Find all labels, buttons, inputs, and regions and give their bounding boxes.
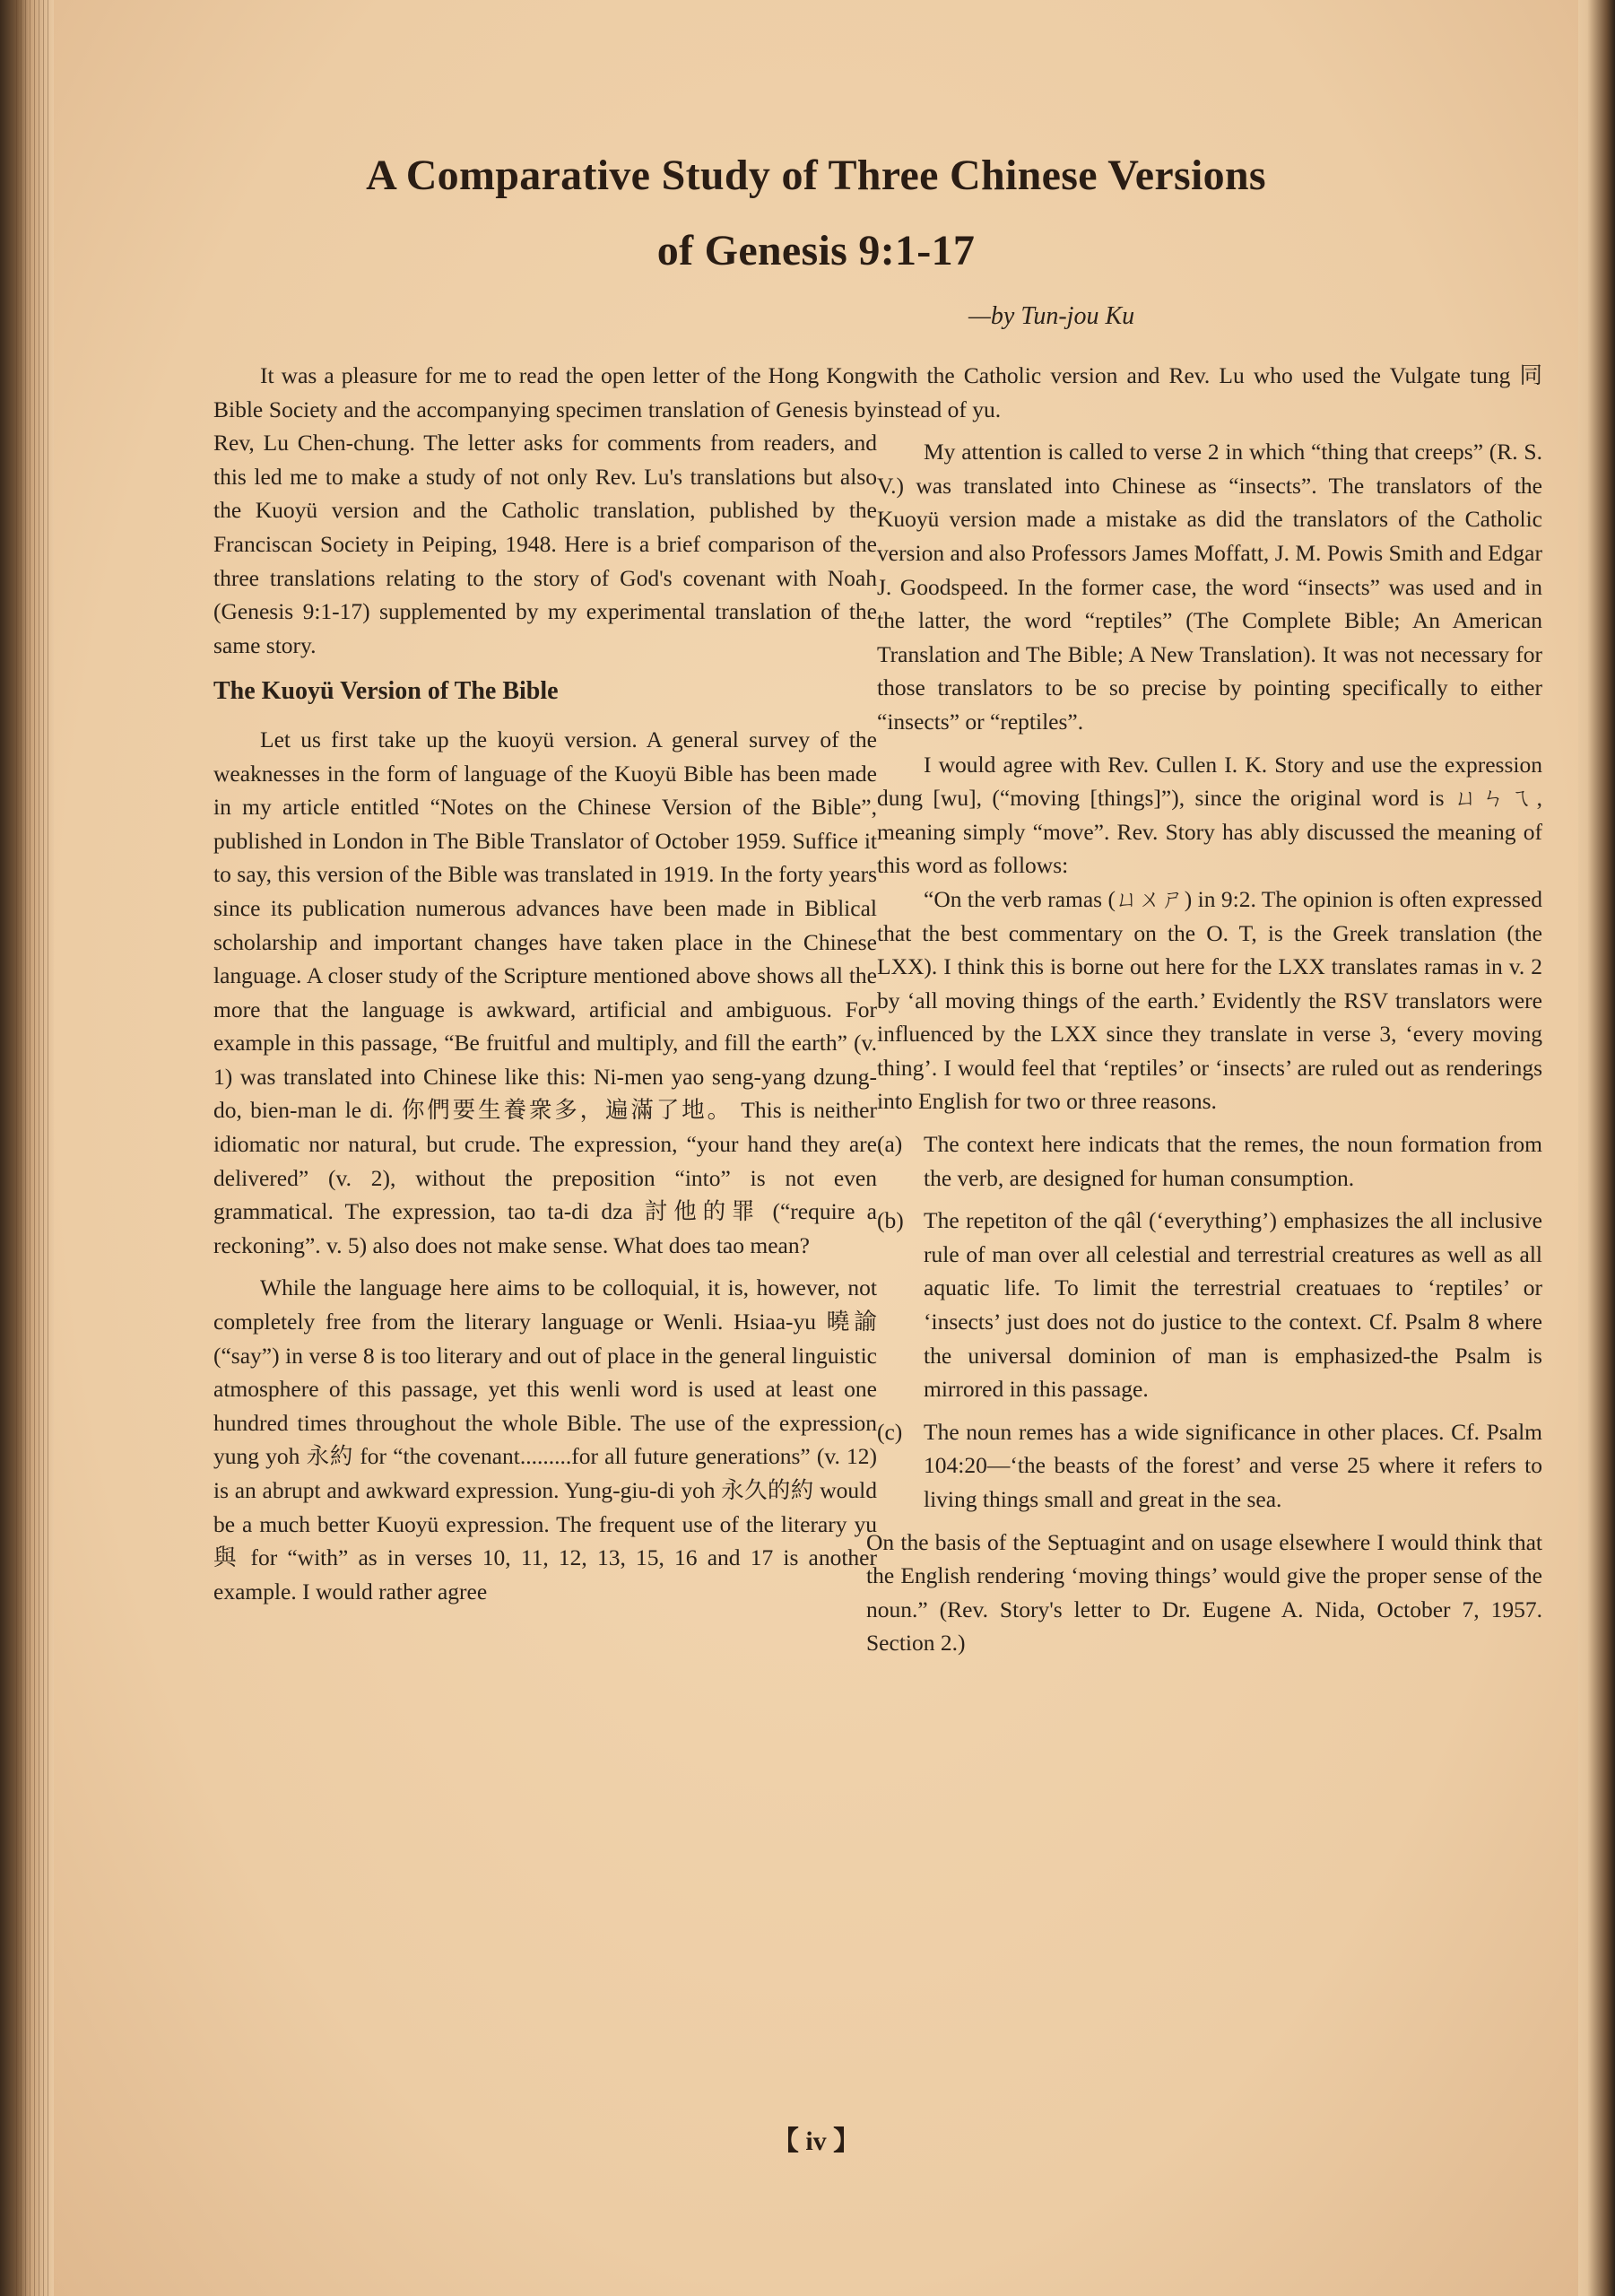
list-item-text: The noun remes has a wide significance in other places. Cf. Psalm 104:20—‘the beasts of the forest’ and verse 25 where it refers to living things small and great in the sea.: [924, 1418, 1542, 1512]
section-heading: The Kuoyü Version of The Bible: [213, 677, 559, 706]
paragraph: with the Catholic version and Rev. Lu who used the Vulgate tung 同 instead of yu.: [877, 362, 1542, 422]
list-item-text: The repetiton of the qâl (‘everything’) emphasizes the all inclusive rule of man over all celestial and terrestrial creatures as well as all aquatic life. To limit the terrestrial creatuaes to ‘reptiles’ or ‘insects’ just does not do justice to the context. Cf. Psalm 8 where the universal dominion of man is emphasized-the Psalm is mirrored in this passage.: [924, 1207, 1542, 1403]
byline: —by Tun-jou Ku: [968, 302, 1135, 330]
list-item-label: (b): [877, 1207, 904, 1234]
page: [54, 0, 1578, 2296]
list-item-label: (a): [877, 1131, 903, 1158]
paragraph: Let us first take up the kuoyü version. A general survey of the weaknesses in the form of language of the Kuoyü Bible has been made in my article entitled “Notes on the Chinese Version of the Bible”, published in London in The Bible Translator of October 1959. Suffice it to say, this version of the Bible was translated in 1919. In the forty years since its publication numerous advances have been made in Biblical scholarship and important changes have taken place in the Chinese language. A closer study of the Scripture mentioned above shows all the more that the language is awkward, artificial and ambiguous. For example in this passage, “Be fruitful and multiply, and fill the earth” (v. 1) was translated into Chinese like this: Ni-men yao seng-yang dzung-do, bien-man le di. 你們要生養衆多，遍滿了地。 This is neither idiomatic nor natural, but crude. The expression, “your hand they are delivered” (v. 2), without the preposition “into” is not even grammatical. The expression, tao ta-di dza 討他的罪 (“require a reckoning”. v. 5) also does not make sense. What does tao mean?: [213, 726, 877, 1258]
quotation-paragraph: “On the verb ramas (ㄩㄨㄕ) in 9:2. The opinion is often expressed that the best commentary on the O. T, is the Greek translation (the LXX). I think this is borne out here for the LXX translates ramas in v. 2 by ‘all moving things of the earth.’ Evidently the RSV translators were influenced by the LXX since they translate in verse 3, ‘every moving thing’. I would feel that ‘reptiles’ or ‘insects’ are ruled out as renderings into English for two or three reasons.: [877, 885, 1542, 1115]
book-spine-edge: [16, 0, 52, 2296]
list-item: [877, 1415, 1542, 1517]
reason-list: [877, 1127, 1542, 1517]
article-title-line-1: A Comparative Study of Three Chinese Versions: [366, 152, 1266, 199]
article-title-line-2: of Genesis 9:1-17: [656, 227, 976, 274]
page-number: 【 iv 】: [771, 2126, 861, 2156]
paragraph: On the basis of the Septuagint and on usage elsewhere I would think that the English rendering ‘moving things’ would give the proper sense of the noun.” (Rev. Story's letter to Dr. Eugene A. Nida, October 7, 1957. Section 2.): [866, 1528, 1542, 1657]
left-column: [213, 359, 877, 1608]
paragraph: While the language here aims to be colloquial, it is, however, not completely free from the literary language or Wenli. Hsiaa-yu 曉諭 (“say”) in verse 8 is too literary and out of place in the general linguistic atmosphere of this passage, yet this wenli word is used at least one hundred times throughout the whole Bible. The use of the expression yung yoh 永約 for “the covenant.........for all future generations” (v. 12) is an abrupt and awkward expression. Yung-giu-di yoh 永久的約 would be a much better Kuoyü expression. The frequent use of the literary yu 與 for “with” as in verses 10, 11, 12, 13, 15, 16 and 17 is another example. I would rather agree: [213, 1274, 877, 1605]
list-item: [877, 1127, 1542, 1195]
list-item: [877, 1204, 1542, 1406]
list-item-text: The context here indicats that the remes, the noun formation from the verb, are designed for human consumption.: [924, 1131, 1542, 1191]
right-column: [866, 359, 1542, 1660]
list-item-label: (c): [877, 1418, 903, 1445]
paragraph: I would agree with Rev. Cullen I. K. Story and use the expression dung [wu], (“moving [things]”), since the original word is ㄩㄣㄟ, meaning simply “move”. Rev. Story has ably discussed the meaning of this word as follows:: [877, 751, 1542, 879]
paragraph: It was a pleasure for me to read the open letter of the Hong Kong Bible Society and the accompanying specimen translation of Genesis by Rev, Lu Chen-chung. The letter asks for comments from readers, and this led me to make a study of not only Rev. Lu's translations but also the Kuoyü version and the Catholic translation, published by the Franciscan Society in Peiping, 1948. Here is a brief comparison of the three translations relating to the story of God's covenant with Noah (Genesis 9:1-17) supplemented by my experimental translation of the same story.: [213, 362, 877, 658]
paragraph: My attention is called to verse 2 in which “thing that creeps” (R. S. V.) was translated into Chinese as “insects”. The translators of the Kuoyü version made a mistake as did the translators of the Catholic version and also Professors James Moffatt, J. M. Powis Smith and Edgar J. Goodspeed. In the former case, the word “insects” was used and in the latter, the word “reptiles” (The Complete Bible; An American Translation and The Bible; A New Translation). It was not necessary for those translators to be so precise by pointing specifically to either “insects” or “reptiles”.: [877, 439, 1542, 735]
